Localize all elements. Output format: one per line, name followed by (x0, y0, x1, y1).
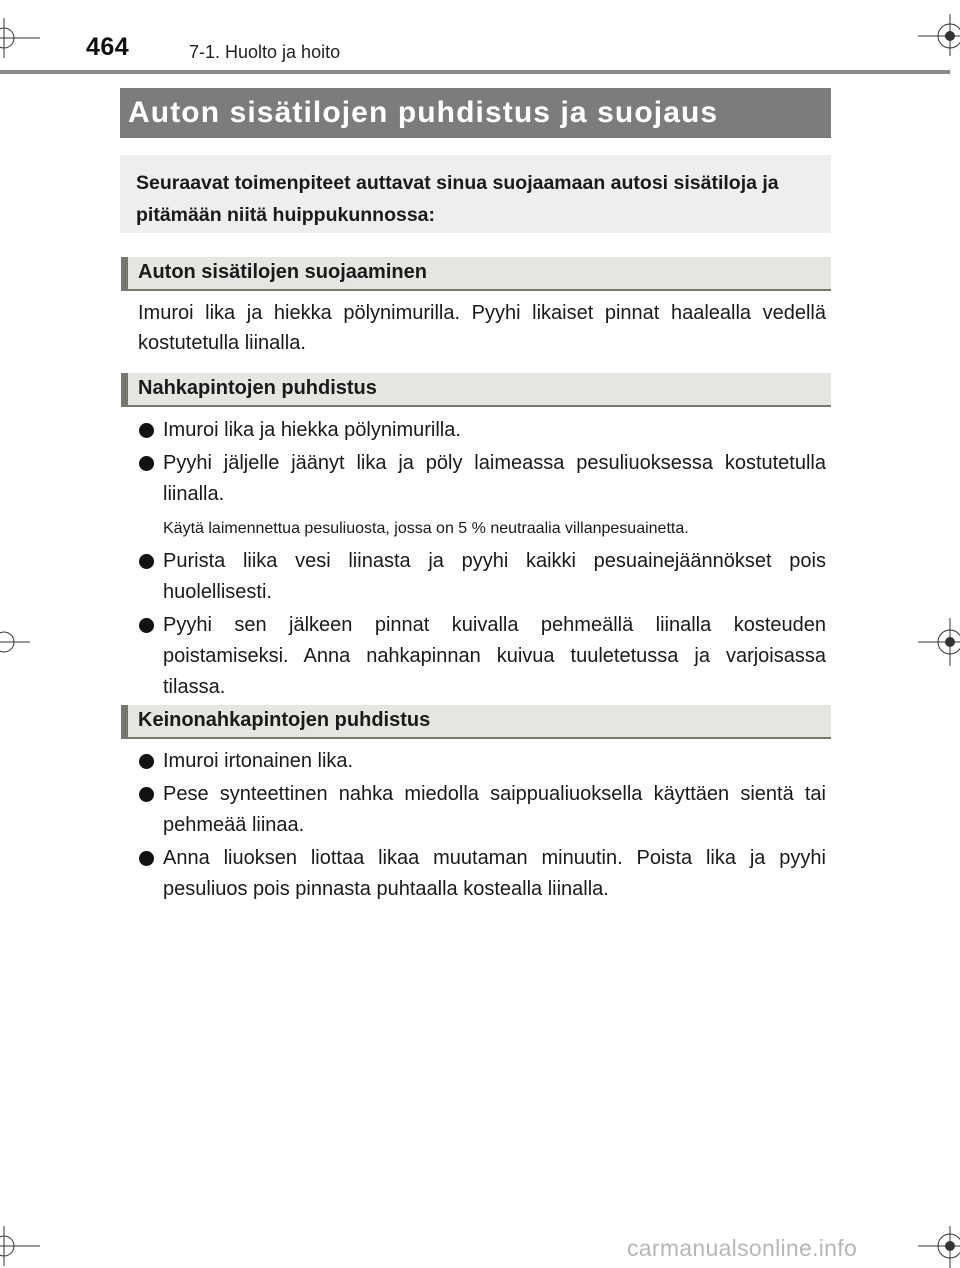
list-item-text: Purista liika vesi liinasta ja pyyhi kaikki pesuainejäännökset pois huolellisesti. (163, 550, 826, 603)
bullet-icon (139, 423, 154, 438)
bullet-icon (139, 456, 154, 471)
page-header (0, 30, 960, 80)
subheading-synthetic-leather-cleaning (121, 705, 831, 739)
page-number: 464 (86, 33, 130, 61)
crop-mark-middle-left (0, 620, 30, 664)
list-item (138, 746, 826, 777)
subheading-label: Nahkapintojen puhdistus (138, 377, 377, 399)
list-item-text: Pese synteettinen nahka miedolla saippualiuoksella käyttäen sientä tai pehmeää liinaa. (163, 783, 826, 836)
paragraph-interior-protection: Imuroi lika ja hiekka pölynimurilla. Pyyhi likaiset pinnat haalealla vedellä kostutetulla liinalla. (138, 302, 826, 354)
list-item (138, 448, 826, 510)
note-text: Käytä laimennettua pesuliuosta, jossa on 5 % neutraalia villanpesuainetta. (163, 520, 689, 537)
list-item (138, 843, 826, 905)
synthetic-leather-cleaning-list (138, 746, 826, 907)
subheading-interior-protection (121, 257, 831, 291)
subheading-leather-cleaning (121, 373, 831, 407)
list-item-text: Pyyhi jäljelle jäänyt lika ja pöly laimeassa pesuliuoksessa kostutetulla liinalla. (163, 452, 826, 505)
list-item-text: Pyyhi sen jälkeen pinnat kuivalla pehmeällä liinalla kosteuden poistamiseksi. Anna nahkapinnan kuivua tuuletetussa ja varjoisassa tilassa. (163, 614, 826, 698)
bullet-icon (139, 754, 154, 769)
crop-mark-bottom-right (918, 1226, 960, 1268)
bullet-icon (139, 618, 154, 633)
crop-mark-bottom-left (0, 1226, 40, 1266)
intro-box (120, 155, 831, 233)
bullet-icon (139, 787, 154, 802)
list-item (138, 415, 826, 446)
title-banner (120, 88, 831, 138)
list-item (138, 546, 826, 608)
subheading-label: Auton sisätilojen suojaaminen (138, 261, 427, 283)
bullet-icon (139, 851, 154, 866)
subheading-label: Keinonahkapintojen puhdistus (138, 709, 431, 731)
list-item-text: Imuroi lika ja hiekka pölynimurilla. (163, 419, 461, 441)
list-item (138, 610, 826, 703)
page-title: Auton sisätilojen puhdistus ja suojaus (128, 96, 719, 129)
list-item-text: Imuroi irtonainen lika. (163, 750, 354, 772)
watermark: carmanualsonline.info (627, 1235, 858, 1261)
section-reference: 7-1. Huolto ja hoito (189, 42, 341, 62)
bullet-icon (139, 554, 154, 569)
list-item (138, 779, 826, 841)
intro-text: Seuraavat toimenpiteet auttavat sinua suojaamaan autosi sisätiloja ja pitämään niitä huippukunnossa: (136, 172, 779, 226)
list-item-text: Anna liuoksen liottaa likaa muutaman minuutin. Poista lika ja pyyhi pesuliuos pois pinnasta puhtaalla kostealla liinalla. (163, 847, 826, 900)
leather-cleaning-list (138, 415, 826, 705)
crop-mark-middle-right (918, 618, 960, 666)
header-rule (0, 70, 950, 74)
